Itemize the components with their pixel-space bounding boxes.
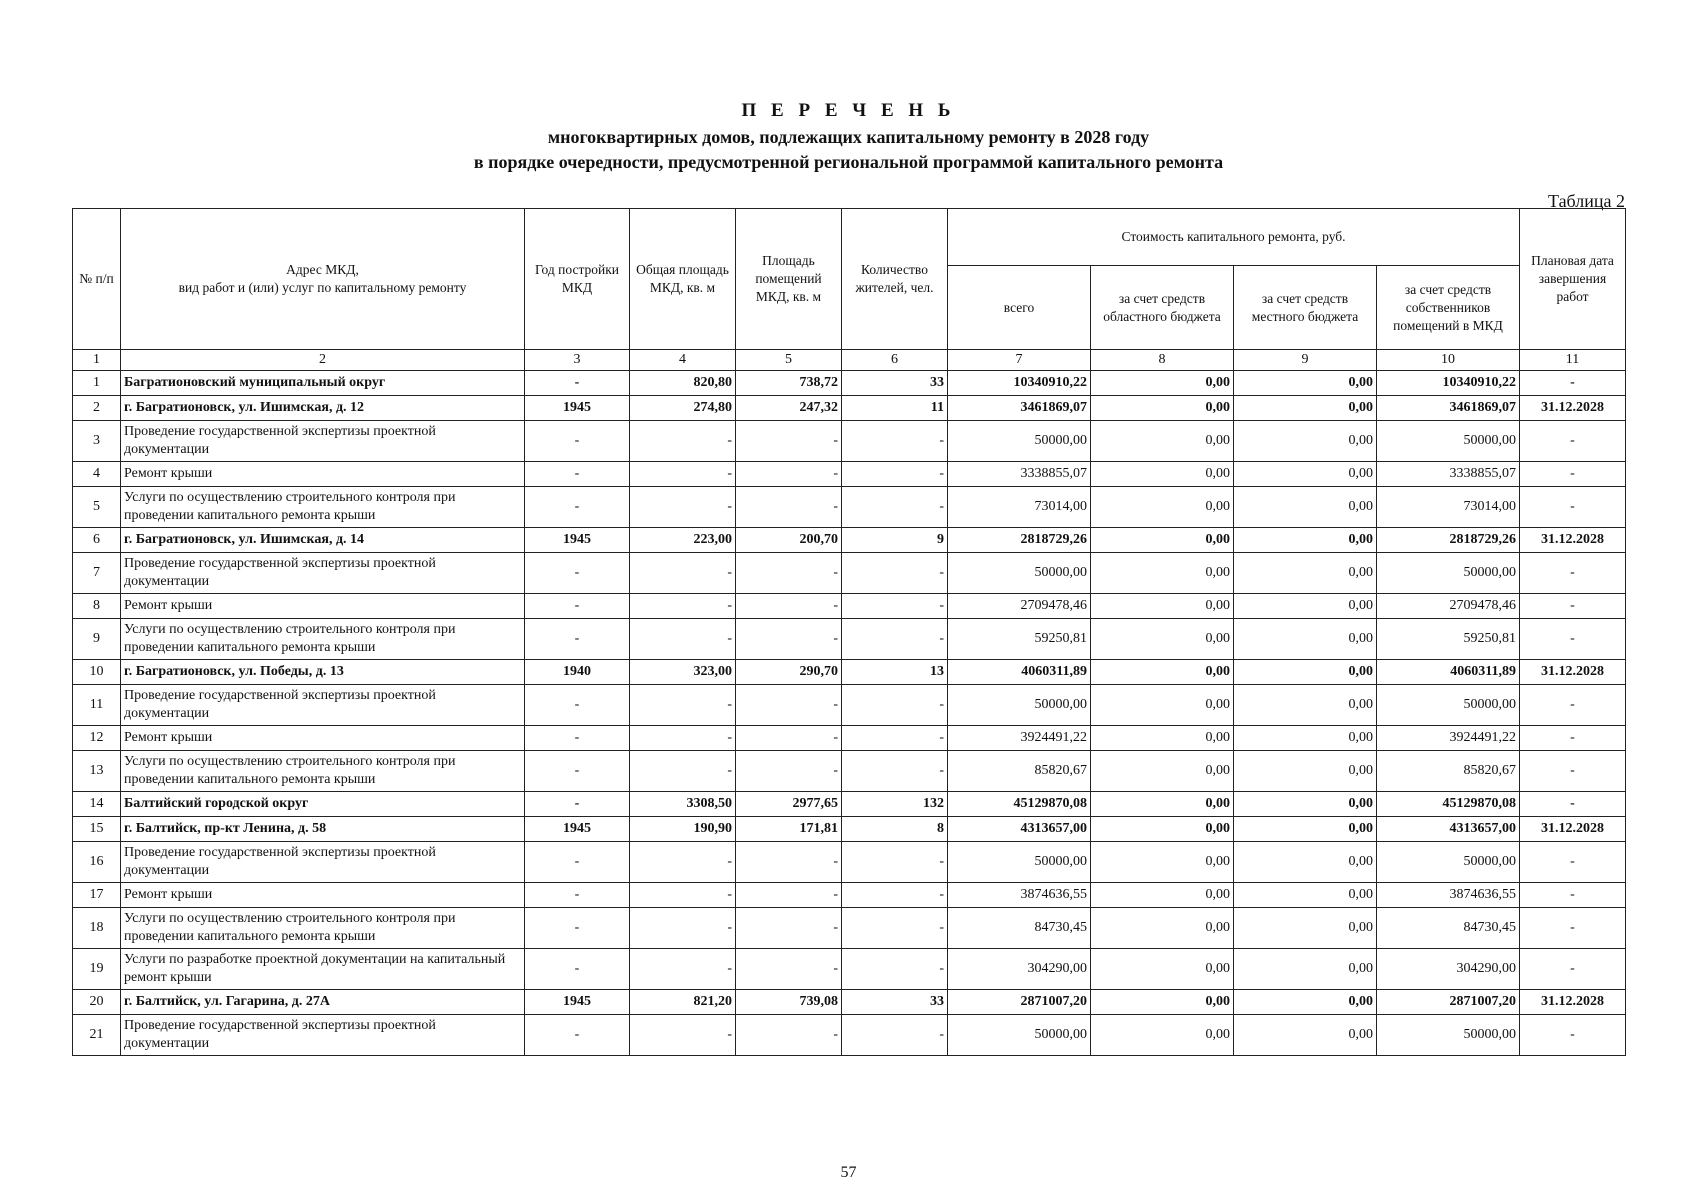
row-number: 7 — [73, 553, 121, 594]
table-row — [73, 685, 1626, 726]
row-address: Балтийский городской округ — [121, 792, 525, 817]
row-premises-area: - — [736, 842, 842, 883]
row-number: 8 — [73, 594, 121, 619]
page-number: 57 — [840, 1164, 857, 1181]
row-premises-area: - — [736, 685, 842, 726]
row-total-area: 223,00 — [630, 528, 736, 553]
row-premises-area: 738,72 — [736, 371, 842, 396]
row-year: - — [525, 371, 630, 396]
column-number: 2 — [121, 350, 525, 371]
row-number: 12 — [73, 726, 121, 751]
row-number: 9 — [73, 619, 121, 660]
row-cost-total: 2818729,26 — [948, 528, 1091, 553]
row-address: г. Багратионовск, ул. Ишимская, д. 14 — [121, 528, 525, 553]
document-subtitle-2: в порядке очередности, предусмотренной региональной программой капитального ремонта — [473, 152, 1224, 172]
col-header-completion: Плановая дата завершения работ — [1520, 209, 1626, 350]
row-completion-date: - — [1520, 949, 1626, 990]
col-header-cost-owners: за счет средств собственников помещений в МКД — [1377, 266, 1520, 350]
col-header-total-area: Общая площадь МКД, кв. м — [630, 209, 736, 350]
row-cost-regional: 0,00 — [1091, 949, 1234, 990]
column-number: 1 — [73, 350, 121, 371]
row-cost-local: 0,00 — [1234, 421, 1377, 462]
table-row — [73, 528, 1626, 553]
row-cost-owners: 45129870,08 — [1377, 792, 1520, 817]
row-total-area: - — [630, 619, 736, 660]
row-total-area: - — [630, 883, 736, 908]
row-premises-area: - — [736, 462, 842, 487]
row-cost-local: 0,00 — [1234, 1015, 1377, 1056]
row-number: 1 — [73, 371, 121, 396]
row-address: Проведение государственной экспертизы проектной документации — [121, 685, 525, 726]
row-completion-date: - — [1520, 462, 1626, 487]
row-address: г. Балтийск, пр-кт Ленина, д. 58 — [121, 817, 525, 842]
row-completion-date: - — [1520, 421, 1626, 462]
row-cost-owners: 84730,45 — [1377, 908, 1520, 949]
row-address: Багратионовский муниципальный округ — [121, 371, 525, 396]
row-cost-total: 2709478,46 — [948, 594, 1091, 619]
row-year: - — [525, 842, 630, 883]
row-total-area: 820,80 — [630, 371, 736, 396]
row-cost-owners: 50000,00 — [1377, 685, 1520, 726]
row-year: - — [525, 792, 630, 817]
row-cost-local: 0,00 — [1234, 726, 1377, 751]
row-cost-owners: 3461869,07 — [1377, 396, 1520, 421]
row-cost-regional: 0,00 — [1091, 660, 1234, 685]
table-row — [73, 421, 1626, 462]
column-number: 7 — [948, 350, 1091, 371]
column-number: 3 — [525, 350, 630, 371]
row-cost-total: 50000,00 — [948, 553, 1091, 594]
row-address: г. Багратионовск, ул. Ишимская, д. 12 — [121, 396, 525, 421]
table-row — [73, 990, 1626, 1015]
row-total-area: 3308,50 — [630, 792, 736, 817]
row-residents: 33 — [842, 371, 948, 396]
row-number: 21 — [73, 1015, 121, 1056]
row-completion-date: - — [1520, 685, 1626, 726]
row-residents: - — [842, 883, 948, 908]
column-number: 8 — [1091, 350, 1234, 371]
row-cost-local: 0,00 — [1234, 487, 1377, 528]
row-residents: - — [842, 594, 948, 619]
row-address: Услуги по осуществлению строительного контроля при проведении капитального ремонта крыши — [121, 908, 525, 949]
row-cost-total: 304290,00 — [948, 949, 1091, 990]
row-address: г. Балтийск, ул. Гагарина, д. 27А — [121, 990, 525, 1015]
row-cost-regional: 0,00 — [1091, 751, 1234, 792]
column-number: 9 — [1234, 350, 1377, 371]
row-cost-local: 0,00 — [1234, 990, 1377, 1015]
row-cost-owners: 304290,00 — [1377, 949, 1520, 990]
row-cost-regional: 0,00 — [1091, 817, 1234, 842]
row-total-area: - — [630, 1015, 736, 1056]
row-cost-local: 0,00 — [1234, 842, 1377, 883]
row-total-area: - — [630, 751, 736, 792]
row-number: 11 — [73, 685, 121, 726]
row-year: - — [525, 949, 630, 990]
row-number: 16 — [73, 842, 121, 883]
row-cost-total: 3461869,07 — [948, 396, 1091, 421]
row-premises-area: 290,70 — [736, 660, 842, 685]
row-year: - — [525, 594, 630, 619]
row-premises-area: - — [736, 487, 842, 528]
row-year: - — [525, 619, 630, 660]
row-cost-total: 4313657,00 — [948, 817, 1091, 842]
row-premises-area: 171,81 — [736, 817, 842, 842]
row-total-area: 323,00 — [630, 660, 736, 685]
column-number-row — [73, 350, 1626, 371]
row-completion-date: 31.12.2028 — [1520, 990, 1626, 1015]
row-cost-total: 10340910,22 — [948, 371, 1091, 396]
table-row — [73, 751, 1626, 792]
row-residents: - — [842, 487, 948, 528]
row-completion-date: - — [1520, 792, 1626, 817]
row-completion-date: - — [1520, 487, 1626, 528]
row-cost-owners: 50000,00 — [1377, 421, 1520, 462]
table-row — [73, 371, 1626, 396]
row-total-area: - — [630, 421, 736, 462]
row-cost-total: 4060311,89 — [948, 660, 1091, 685]
row-residents: - — [842, 462, 948, 487]
table-row — [73, 726, 1626, 751]
row-cost-regional: 0,00 — [1091, 371, 1234, 396]
row-address: г. Багратионовск, ул. Победы, д. 13 — [121, 660, 525, 685]
document-title: П Е Р Е Ч Е Н Ь — [741, 100, 956, 121]
row-number: 6 — [73, 528, 121, 553]
row-year: - — [525, 751, 630, 792]
col-header-premises-area: Площадь помещений МКД, кв. м — [736, 209, 842, 350]
row-cost-regional: 0,00 — [1091, 462, 1234, 487]
col-header-cost-regional: за счет средств областного бюджета — [1091, 266, 1234, 350]
column-number: 6 — [842, 350, 948, 371]
col-header-address: Адрес МКД, вид работ и (или) услуг по капитальному ремонту — [121, 209, 525, 350]
row-completion-date: - — [1520, 371, 1626, 396]
row-residents: - — [842, 685, 948, 726]
row-cost-regional: 0,00 — [1091, 726, 1234, 751]
row-cost-regional: 0,00 — [1091, 396, 1234, 421]
row-year: 1945 — [525, 528, 630, 553]
row-completion-date: 31.12.2028 — [1520, 396, 1626, 421]
row-total-area: - — [630, 726, 736, 751]
row-residents: - — [842, 949, 948, 990]
row-address: Ремонт крыши — [121, 594, 525, 619]
row-year: - — [525, 908, 630, 949]
row-year: 1940 — [525, 660, 630, 685]
row-residents: - — [842, 842, 948, 883]
row-premises-area: 200,70 — [736, 528, 842, 553]
row-residents: - — [842, 421, 948, 462]
col-header-year: Год постройки МКД — [525, 209, 630, 350]
table-row — [73, 908, 1626, 949]
row-cost-owners: 3874636,55 — [1377, 883, 1520, 908]
row-cost-regional: 0,00 — [1091, 528, 1234, 553]
row-completion-date: - — [1520, 594, 1626, 619]
row-residents: - — [842, 553, 948, 594]
row-premises-area: 739,08 — [736, 990, 842, 1015]
row-cost-owners: 4060311,89 — [1377, 660, 1520, 685]
row-year: - — [525, 487, 630, 528]
row-cost-regional: 0,00 — [1091, 1015, 1234, 1056]
row-cost-local: 0,00 — [1234, 817, 1377, 842]
row-cost-regional: 0,00 — [1091, 685, 1234, 726]
row-cost-local: 0,00 — [1234, 594, 1377, 619]
row-premises-area: - — [736, 619, 842, 660]
table-row — [73, 553, 1626, 594]
row-address: Услуги по осуществлению строительного контроля при проведении капитального ремонта крыши — [121, 487, 525, 528]
row-cost-regional: 0,00 — [1091, 842, 1234, 883]
col-header-cost-local: за счет средств местного бюджета — [1234, 266, 1377, 350]
row-address: Проведение государственной экспертизы проектной документации — [121, 1015, 525, 1056]
row-cost-owners: 2871007,20 — [1377, 990, 1520, 1015]
row-cost-regional: 0,00 — [1091, 883, 1234, 908]
row-completion-date: - — [1520, 553, 1626, 594]
table-row — [73, 660, 1626, 685]
row-cost-total: 73014,00 — [948, 487, 1091, 528]
row-total-area: 274,80 — [630, 396, 736, 421]
document-subtitle-1: многоквартирных домов, подлежащих капитальному ремонту в 2028 году — [547, 127, 1150, 147]
row-premises-area: - — [736, 421, 842, 462]
row-cost-total: 3924491,22 — [948, 726, 1091, 751]
row-residents: - — [842, 1015, 948, 1056]
row-address: Услуги по осуществлению строительного контроля при проведении капитального ремонта крыши — [121, 751, 525, 792]
row-cost-owners: 73014,00 — [1377, 487, 1520, 528]
row-cost-local: 0,00 — [1234, 883, 1377, 908]
row-number: 2 — [73, 396, 121, 421]
row-total-area: - — [630, 685, 736, 726]
col-header-cost-group: Стоимость капитального ремонта, руб. — [948, 209, 1520, 266]
table-row — [73, 619, 1626, 660]
row-number: 10 — [73, 660, 121, 685]
row-cost-owners: 85820,67 — [1377, 751, 1520, 792]
row-number: 20 — [73, 990, 121, 1015]
table-row — [73, 817, 1626, 842]
row-cost-regional: 0,00 — [1091, 553, 1234, 594]
row-number: 19 — [73, 949, 121, 990]
row-number: 14 — [73, 792, 121, 817]
row-cost-local: 0,00 — [1234, 371, 1377, 396]
table-body — [73, 371, 1626, 1056]
column-number: 10 — [1377, 350, 1520, 371]
row-cost-total: 2871007,20 — [948, 990, 1091, 1015]
row-total-area: - — [630, 487, 736, 528]
repair-list-table — [72, 208, 1626, 1056]
row-residents: - — [842, 751, 948, 792]
row-total-area: - — [630, 908, 736, 949]
row-completion-date: 31.12.2028 — [1520, 528, 1626, 553]
row-cost-regional: 0,00 — [1091, 990, 1234, 1015]
row-cost-owners: 3338855,07 — [1377, 462, 1520, 487]
row-cost-total: 50000,00 — [948, 842, 1091, 883]
row-total-area: 821,20 — [630, 990, 736, 1015]
row-cost-owners: 3924491,22 — [1377, 726, 1520, 751]
row-completion-date: - — [1520, 883, 1626, 908]
table-row — [73, 462, 1626, 487]
row-year: - — [525, 462, 630, 487]
row-cost-regional: 0,00 — [1091, 792, 1234, 817]
row-residents: 11 — [842, 396, 948, 421]
row-cost-local: 0,00 — [1234, 528, 1377, 553]
row-cost-total: 3874636,55 — [948, 883, 1091, 908]
row-cost-local: 0,00 — [1234, 619, 1377, 660]
row-residents: - — [842, 619, 948, 660]
row-total-area: - — [630, 594, 736, 619]
row-cost-regional: 0,00 — [1091, 619, 1234, 660]
row-premises-area: - — [736, 594, 842, 619]
row-residents: - — [842, 908, 948, 949]
table-row — [73, 594, 1626, 619]
row-premises-area: - — [736, 751, 842, 792]
row-total-area: - — [630, 462, 736, 487]
row-residents: 8 — [842, 817, 948, 842]
table-row — [73, 842, 1626, 883]
table-label: Таблица 2 — [1548, 191, 1625, 211]
row-cost-owners: 50000,00 — [1377, 842, 1520, 883]
row-completion-date: - — [1520, 751, 1626, 792]
row-completion-date: - — [1520, 619, 1626, 660]
row-address: Ремонт крыши — [121, 883, 525, 908]
row-year: - — [525, 685, 630, 726]
row-total-area: - — [630, 553, 736, 594]
row-completion-date: 31.12.2028 — [1520, 660, 1626, 685]
table-row — [73, 792, 1626, 817]
row-cost-owners: 50000,00 — [1377, 553, 1520, 594]
col-header-residents: Количество жителей, чел. — [842, 209, 948, 350]
row-year: - — [525, 421, 630, 462]
col-header-num: № п/п — [73, 209, 121, 350]
row-residents: 132 — [842, 792, 948, 817]
row-cost-local: 0,00 — [1234, 908, 1377, 949]
row-cost-total: 50000,00 — [948, 685, 1091, 726]
row-cost-owners: 2709478,46 — [1377, 594, 1520, 619]
row-year: 1945 — [525, 396, 630, 421]
row-number: 15 — [73, 817, 121, 842]
row-cost-total: 50000,00 — [948, 1015, 1091, 1056]
row-year: - — [525, 883, 630, 908]
row-address: Ремонт крыши — [121, 726, 525, 751]
row-number: 18 — [73, 908, 121, 949]
table-row — [73, 949, 1626, 990]
column-number: 5 — [736, 350, 842, 371]
row-cost-total: 50000,00 — [948, 421, 1091, 462]
table-row — [73, 883, 1626, 908]
row-address: Проведение государственной экспертизы проектной документации — [121, 553, 525, 594]
row-cost-local: 0,00 — [1234, 792, 1377, 817]
row-cost-local: 0,00 — [1234, 462, 1377, 487]
row-cost-local: 0,00 — [1234, 751, 1377, 792]
row-year: - — [525, 553, 630, 594]
row-premises-area: - — [736, 726, 842, 751]
row-premises-area: - — [736, 553, 842, 594]
row-completion-date: 31.12.2028 — [1520, 817, 1626, 842]
row-premises-area: - — [736, 1015, 842, 1056]
row-completion-date: - — [1520, 726, 1626, 751]
row-cost-local: 0,00 — [1234, 553, 1377, 594]
row-address: Услуги по осуществлению строительного контроля при проведении капитального ремонта крыши — [121, 619, 525, 660]
row-cost-regional: 0,00 — [1091, 594, 1234, 619]
row-cost-regional: 0,00 — [1091, 908, 1234, 949]
row-premises-area: 247,32 — [736, 396, 842, 421]
row-address: Ремонт крыши — [121, 462, 525, 487]
row-residents: - — [842, 726, 948, 751]
row-cost-local: 0,00 — [1234, 396, 1377, 421]
row-number: 17 — [73, 883, 121, 908]
row-completion-date: - — [1520, 908, 1626, 949]
column-number: 4 — [630, 350, 736, 371]
row-total-area: - — [630, 842, 736, 883]
row-cost-owners: 50000,00 — [1377, 1015, 1520, 1056]
row-cost-owners: 4313657,00 — [1377, 817, 1520, 842]
row-year: 1945 — [525, 817, 630, 842]
row-address: Проведение государственной экспертизы проектной документации — [121, 421, 525, 462]
row-cost-total: 3338855,07 — [948, 462, 1091, 487]
row-year: - — [525, 726, 630, 751]
row-cost-total: 59250,81 — [948, 619, 1091, 660]
row-cost-local: 0,00 — [1234, 949, 1377, 990]
row-cost-owners: 2818729,26 — [1377, 528, 1520, 553]
row-premises-area: - — [736, 949, 842, 990]
row-premises-area: - — [736, 883, 842, 908]
row-cost-owners: 59250,81 — [1377, 619, 1520, 660]
row-year: 1945 — [525, 990, 630, 1015]
row-total-area: 190,90 — [630, 817, 736, 842]
column-number: 11 — [1520, 350, 1626, 371]
row-completion-date: - — [1520, 842, 1626, 883]
table-row — [73, 487, 1626, 528]
row-completion-date: - — [1520, 1015, 1626, 1056]
row-cost-local: 0,00 — [1234, 660, 1377, 685]
col-header-cost-total: всего — [948, 266, 1091, 350]
row-number: 4 — [73, 462, 121, 487]
row-total-area: - — [630, 949, 736, 990]
row-residents: 13 — [842, 660, 948, 685]
row-address: Проведение государственной экспертизы проектной документации — [121, 842, 525, 883]
row-cost-regional: 0,00 — [1091, 421, 1234, 462]
table-row — [73, 396, 1626, 421]
row-premises-area: 2977,65 — [736, 792, 842, 817]
row-number: 3 — [73, 421, 121, 462]
row-cost-total: 85820,67 — [948, 751, 1091, 792]
row-cost-total: 84730,45 — [948, 908, 1091, 949]
row-residents: 9 — [842, 528, 948, 553]
row-year: - — [525, 1015, 630, 1056]
row-number: 13 — [73, 751, 121, 792]
row-cost-regional: 0,00 — [1091, 487, 1234, 528]
row-cost-local: 0,00 — [1234, 685, 1377, 726]
table-row — [73, 1015, 1626, 1056]
row-address: Услуги по разработке проектной документации на капитальный ремонт крыши — [121, 949, 525, 990]
row-number: 5 — [73, 487, 121, 528]
row-residents: 33 — [842, 990, 948, 1015]
row-premises-area: - — [736, 908, 842, 949]
row-cost-owners: 10340910,22 — [1377, 371, 1520, 396]
row-cost-total: 45129870,08 — [948, 792, 1091, 817]
